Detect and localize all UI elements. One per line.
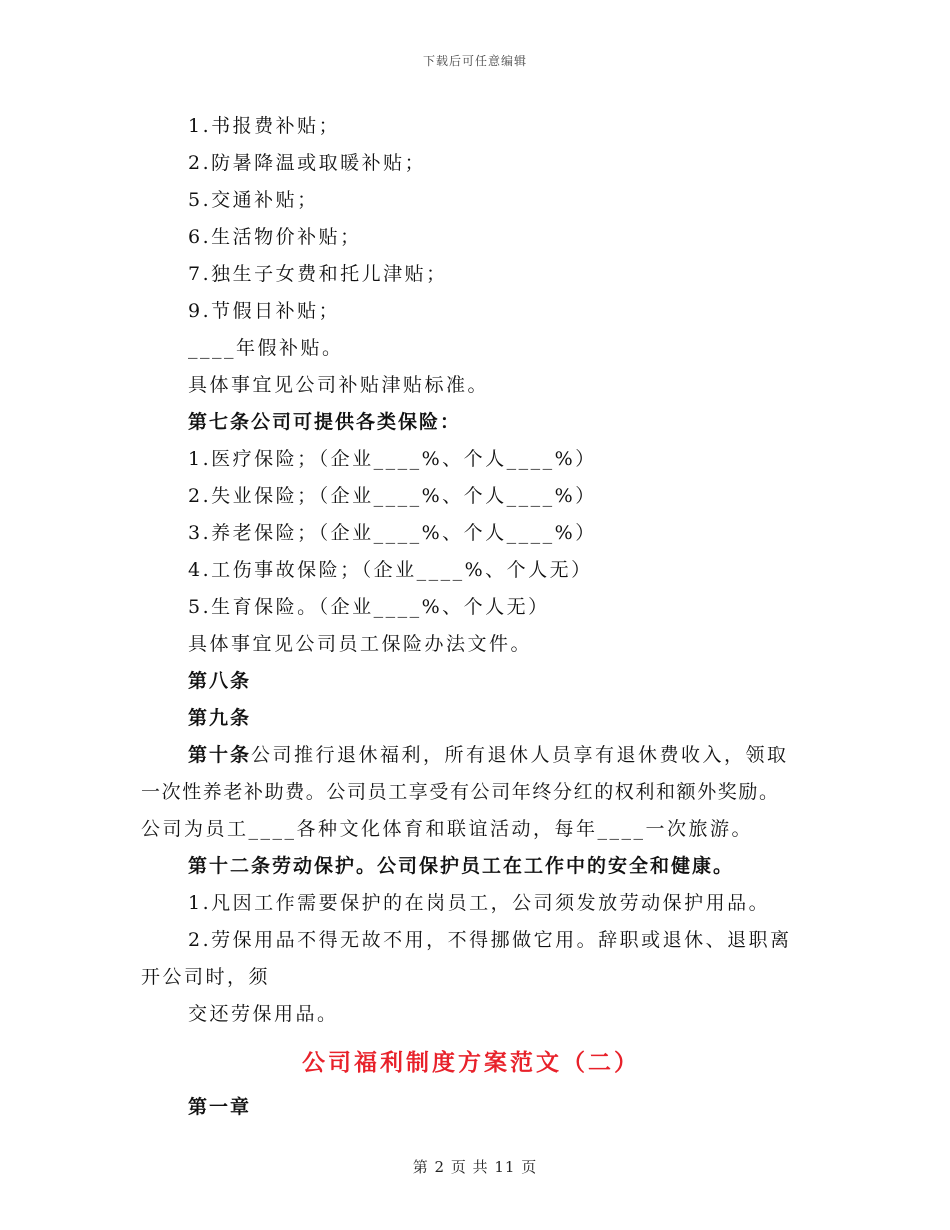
paragraph-text: 公司推行退休福利，所有退休人员享有退休费收入，领取 bbox=[251, 744, 789, 766]
list-item: 2.防暑降温或取暖补贴； bbox=[188, 152, 427, 174]
paragraph-continuation: 交还劳保用品。 bbox=[188, 1003, 339, 1025]
article-heading: 第七条公司可提供各类保险： bbox=[188, 411, 462, 433]
paragraph-continuation: 公司为员工____各种文化体育和联谊活动，每年____一次旅游。 bbox=[141, 818, 754, 840]
article-heading: 第十二条劳动保护。公司保护员工在工作中的安全和健康。 bbox=[188, 855, 735, 877]
list-item: 6.生活物价补贴； bbox=[188, 226, 362, 248]
paragraph: 具体事宜见公司员工保险办法文件。 bbox=[188, 633, 533, 655]
list-item: 9.节假日补贴； bbox=[188, 300, 341, 322]
article-label: 第十条 bbox=[188, 744, 252, 766]
page-footer: 第 2 页 共 11 页 bbox=[412, 1158, 538, 1176]
list-item: 2.失业保险；（企业____%、个人____%） bbox=[188, 485, 597, 507]
list-item: 1.医疗保险；（企业____%、个人____%） bbox=[188, 448, 597, 470]
list-item: 5.交通补贴； bbox=[188, 189, 319, 211]
list-item: ____年假补贴。 bbox=[188, 337, 344, 359]
section-title: 公司福利制度方案范文（二） bbox=[302, 1049, 640, 1076]
list-item: 1.凡因工作需要保护的在岗员工，公司须发放劳动保护用品。 bbox=[188, 892, 771, 914]
list-item: 2.劳保用品不得无故不用，不得挪做它用。辞职或退休、退职离 bbox=[188, 929, 792, 951]
chapter-heading: 第一章 bbox=[188, 1096, 252, 1118]
paragraph: 具体事宜见公司补贴津贴标准。 bbox=[188, 374, 490, 396]
article-heading: 第九条 bbox=[188, 707, 252, 729]
list-item: 3.养老保险；（企业____%、个人____%） bbox=[188, 522, 597, 544]
paragraph-continuation: 一次性养老补助费。公司员工享受有公司年终分红的权利和额外奖励。 bbox=[141, 781, 780, 803]
list-item: 7.独生子女费和托儿津贴； bbox=[188, 263, 448, 285]
paragraph-continuation: 开公司时，须 bbox=[141, 966, 271, 988]
list-item: 1.书报费补贴； bbox=[188, 115, 341, 137]
paragraph bbox=[141, 737, 801, 774]
document-body bbox=[141, 108, 801, 1126]
article-heading: 第八条 bbox=[188, 670, 252, 692]
list-item: 5.生育保险。（企业____%、个人无） bbox=[188, 596, 550, 618]
page-header: 下载后可任意编辑 bbox=[422, 54, 527, 68]
list-item: 4.工伤事故保险；（企业____%、个人无） bbox=[188, 559, 593, 581]
